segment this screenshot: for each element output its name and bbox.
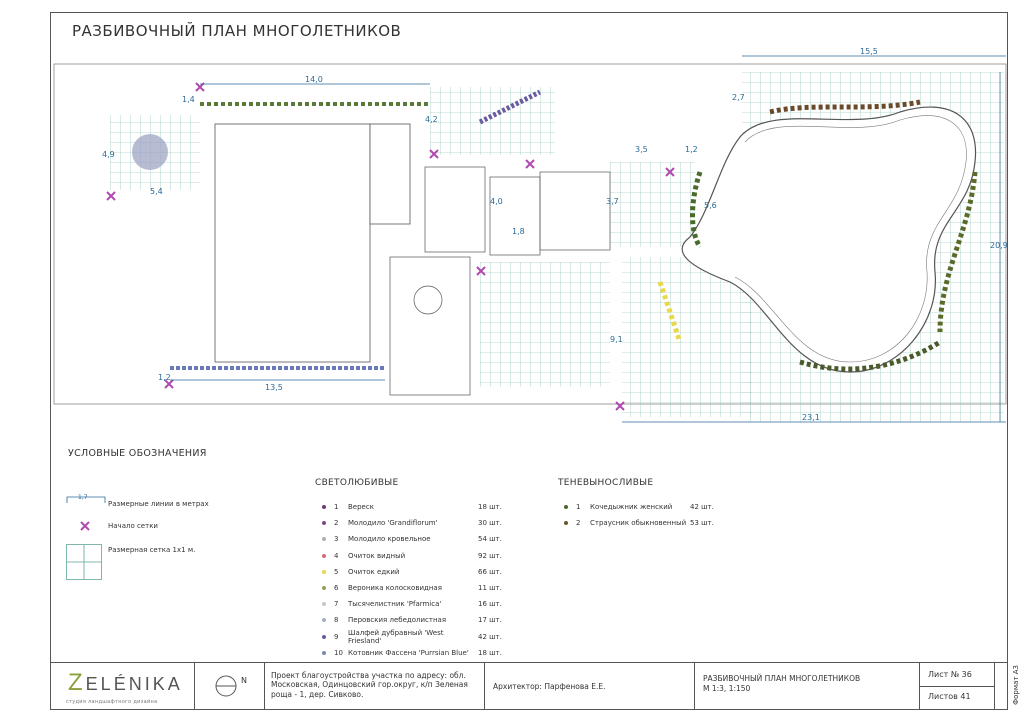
plant-name: Молодило 'Grandiflorum' xyxy=(348,519,438,528)
grid-sample-icon xyxy=(66,544,102,580)
plant-marker-icon xyxy=(564,505,568,509)
plant-number: 1 xyxy=(334,503,339,511)
plant-row xyxy=(322,582,518,594)
sun-loving-title: СВЕТОЛЮБИВЫЕ xyxy=(315,478,399,488)
plant-number: 8 xyxy=(334,616,339,625)
sheet-title-cell xyxy=(695,663,920,710)
project-address: Проект благоустройства участка по адресу: обл. Московская, Одинцовский гор.округ, к/п Зеленая роща - 1, дер. Сивково. xyxy=(265,663,485,710)
path-block xyxy=(490,177,540,255)
plant-row xyxy=(322,533,518,545)
legend-dim-text: Размерные линии в метрах xyxy=(108,500,209,508)
plant-row xyxy=(322,517,518,529)
dim-13-5: 13,5 xyxy=(265,383,283,392)
plant-qty: 54 шт. xyxy=(478,535,502,544)
plant-qty: 42 шт. xyxy=(478,632,502,641)
plant-row xyxy=(322,628,518,645)
legend-title: УСЛОВНЫЕ ОБОЗНАЧЕНИЯ xyxy=(68,448,207,459)
dim-3-5: 3,5 xyxy=(635,145,648,154)
logo-cell xyxy=(50,663,195,710)
plant-name: Перовския лебедолистная xyxy=(348,616,447,625)
dim-line-sample xyxy=(66,494,106,504)
grid-area-top xyxy=(430,87,555,155)
dim-sample-value: 1,7 xyxy=(78,494,88,501)
plant-marker-icon xyxy=(322,586,326,590)
architect: Архитектор: Парфенова Е.Е. xyxy=(485,663,695,710)
house-wing xyxy=(370,124,410,224)
plant-marker-icon xyxy=(322,651,326,655)
dim-1-2a: 1,2 xyxy=(685,145,698,154)
sheet-number: Лист № 36 xyxy=(928,670,972,679)
legend-grid-text: Размерная сетка 1х1 м. xyxy=(108,546,196,554)
dim-1-2b: 1,2 xyxy=(158,373,171,382)
plant-row xyxy=(322,647,518,659)
plant-marker-icon xyxy=(322,554,326,558)
dim-4-9: 4,9 xyxy=(102,150,115,159)
plant-row xyxy=(322,566,518,578)
plant-name: Шалфей дубравный 'West Friesland' xyxy=(348,628,444,645)
sheets-total: Листов 41 xyxy=(928,692,971,701)
dim-5-4: 5,4 xyxy=(150,187,163,196)
plant-name: Молодило кровельное xyxy=(348,535,431,544)
plant-qty: 18 шт. xyxy=(478,648,502,657)
plant-number: 5 xyxy=(334,567,339,576)
plant-name: Вероника колосковидная xyxy=(348,584,442,592)
plant-marker-icon xyxy=(322,521,326,525)
plant-qty: 17 шт. xyxy=(478,616,502,625)
logo-subtitle: студия ландшафтного дизайна xyxy=(66,699,158,705)
format-label: Формат А3 xyxy=(1012,665,1020,705)
plant-name: Котовник Фассена 'Purrsian Blue' xyxy=(348,648,469,657)
stairs xyxy=(540,172,610,250)
plant-row xyxy=(322,501,518,513)
plant-number: 2 xyxy=(576,519,581,528)
plant-marker-icon xyxy=(322,602,326,606)
plant-number: 10 xyxy=(334,648,343,657)
plant-qty: 11 шт. xyxy=(478,584,502,592)
plant-row xyxy=(564,517,730,529)
plant-number: 3 xyxy=(334,535,339,544)
north-arrow-icon xyxy=(215,675,237,697)
terrace xyxy=(425,167,485,252)
plant-row xyxy=(564,501,730,513)
house xyxy=(215,124,370,362)
logo: ZELÉNIKA xyxy=(68,669,183,696)
page-title: РАЗБИВОЧНЫЙ ПЛАН МНОГОЛЕТНИКОВ xyxy=(72,22,402,40)
legend-start-text: Начало сетки xyxy=(108,522,158,530)
dim-4-2: 4,2 xyxy=(425,115,438,124)
site-plan xyxy=(50,12,1008,432)
plant-number: 1 xyxy=(576,503,581,511)
plant-name: Страусник обыкновенный xyxy=(590,519,687,528)
dim-5-6: 5,6 xyxy=(704,201,717,210)
dim-15-5: 15,5 xyxy=(860,47,878,56)
north-cell xyxy=(195,663,265,710)
sheet-title: РАЗБИВОЧНЫЙ ПЛАН МНОГОЛЕТНИКОВ xyxy=(703,674,861,683)
dim-3-7: 3,7 xyxy=(606,197,619,206)
plant-name: Тысячелистник 'Pfarmica' xyxy=(348,600,442,609)
dim-23-1: 23,1 xyxy=(802,413,820,422)
title-block xyxy=(50,662,1008,710)
plant-row xyxy=(322,598,518,610)
plant-name: Кочедыжник женский xyxy=(590,503,673,511)
plant-number: 9 xyxy=(334,632,339,641)
plant-row xyxy=(322,614,518,626)
plant-marker-icon xyxy=(322,570,326,574)
plant-name: Очиток видный xyxy=(348,551,406,560)
dim-9-1: 9,1 xyxy=(610,335,623,344)
start-marker-icon xyxy=(80,521,90,531)
north-label: N xyxy=(241,676,247,685)
dim-2-7: 2,7 xyxy=(732,93,745,102)
plant-marker-icon xyxy=(322,537,326,541)
plant-number: 6 xyxy=(334,584,339,592)
plant-number: 2 xyxy=(334,519,339,528)
garage xyxy=(390,257,470,395)
plant-marker-icon xyxy=(322,635,326,639)
plant-qty: 42 шт. xyxy=(690,503,714,511)
plant-qty: 18 шт. xyxy=(478,503,502,511)
dim-20-9: 20,9 xyxy=(990,241,1008,250)
plant-name: Очиток едкий xyxy=(348,567,400,576)
sheet-num-cell xyxy=(920,663,995,710)
plant-qty: 53 шт. xyxy=(690,519,714,528)
plant-row xyxy=(322,550,518,562)
plant-qty: 66 шт. xyxy=(478,567,502,576)
plant-qty: 16 шт. xyxy=(478,600,502,609)
plant-marker-icon xyxy=(322,505,326,509)
dim-1-4: 1,4 xyxy=(182,95,195,104)
plant-number: 4 xyxy=(334,551,339,560)
plant-marker-icon xyxy=(564,521,568,525)
round-feature xyxy=(414,286,442,314)
grid-area-mid xyxy=(610,162,695,247)
dim-1-8: 1,8 xyxy=(512,227,525,236)
dim-14-0: 14,0 xyxy=(305,75,323,84)
plant-marker-icon xyxy=(322,618,326,622)
grid-area-center xyxy=(480,262,610,387)
shade-title: ТЕНЕВЫНОСЛИВЫЕ xyxy=(558,478,654,488)
dim-4-0: 4,0 xyxy=(490,197,503,206)
plant-name: Вереск xyxy=(348,503,374,511)
plant-number: 7 xyxy=(334,600,339,609)
plant-qty: 92 шт. xyxy=(478,551,502,560)
sheet-scale: М 1:3, 1:150 xyxy=(703,683,751,693)
plant-qty: 30 шт. xyxy=(478,519,502,528)
